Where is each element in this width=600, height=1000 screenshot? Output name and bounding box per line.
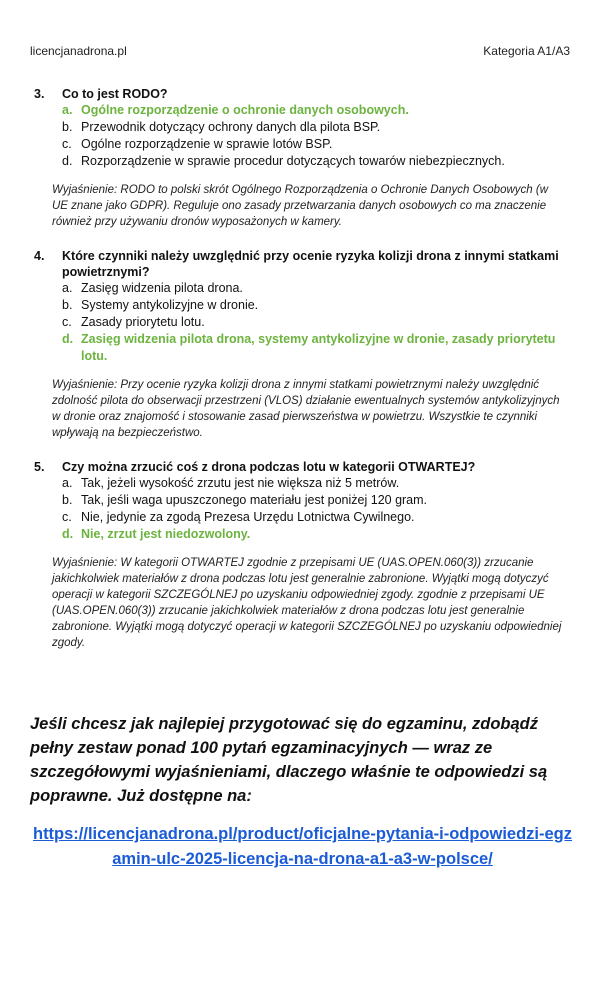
- question-number: 5.: [34, 460, 45, 474]
- question-number: 4.: [34, 249, 45, 263]
- answer-option-correct: [62, 526, 574, 543]
- answer-option: [62, 509, 574, 526]
- answer-option: [62, 314, 574, 331]
- answer-list: [62, 102, 574, 170]
- answer-option-correct: [62, 102, 574, 119]
- answer-letter: b.: [62, 493, 73, 507]
- answer-text: Zasady priorytetu lotu.: [81, 315, 205, 329]
- answer-text: Tak, jeżeli wysokość zrzutu jest nie większa niż 5 metrów.: [81, 476, 400, 490]
- answer-text: Ogólne rozporządzenie o ochronie danych osobowych.: [81, 103, 409, 117]
- answer-letter: c.: [62, 510, 72, 524]
- answer-text: Zasięg widzenia pilota drona, systemy antykolizyjne w dronie, zasady priorytetu lotu.: [81, 332, 556, 363]
- answer-option-correct: [62, 331, 574, 365]
- answer-text: Zasięg widzenia pilota drona.: [81, 281, 243, 295]
- product-link[interactable]: https://licencjanadrona.pl/product/oficjalne-pytania-i-odpowiedzi-egzamin-ulc-2025-licencja-na-drona-a1-a3-w-polsce/: [32, 825, 573, 868]
- explanation-text: Wyjaśnienie: W kategorii OTWARTEJ zgodnie z przepisami UE (UAS.OPEN.060(3)) zrzucanie jakichkolwiek materiałów z drona podczas lotu jest generalnie zabronione. Wyjątki mogą dotyczyć operacji w kategorii SZCZEGÓLNEJ po uzyskaniu odpowiedniej zgody. zgodnie z przepisami UE (UAS.OPEN.060(3)) zrzucanie jakichkolwiek materiałów z drona podczas lotu jest generalnie zabronione. Wyjątki mogą dotyczyć operacji w kategorii SZCZEGÓLNEJ po uzyskaniu odpowiedniej zgody.: [52, 557, 562, 649]
- answer-text: Nie, zrzut jest niedozwolony.: [81, 527, 251, 541]
- question-title: Co to jest RODO?: [62, 87, 168, 101]
- questions-list: [34, 86, 574, 669]
- answer-list: [62, 475, 574, 543]
- promo-text: Jeśli chcesz jak najlepiej przygotować się do egzaminu, zdobądź pełny zestaw ponad 100 pytań egzaminacyjnych — wraz ze szczegółowymi wyjaśnieniami, dlaczego właśnie te odpowiedzi są poprawne. Już dostępne na:: [30, 715, 548, 805]
- answer-letter: a.: [62, 103, 73, 117]
- answer-option: [62, 280, 574, 297]
- answer-text: Ogólne rozporządzenie w sprawie lotów BSP.: [81, 137, 333, 151]
- explanation-text: Wyjaśnienie: RODO to polski skrót Ogólnego Rozporządzenia o Ochronie Danych Osobowych (w UE znane jako GDPR). Reguluje ono zasady przetwarzania danych osobowych co ma znaczenie również przy używaniu dronów wyposażonych w kamery.: [52, 184, 548, 228]
- answer-text: Przewodnik dotyczący ochrony danych dla pilota BSP.: [81, 120, 381, 134]
- answer-option: [62, 492, 574, 509]
- question-title: Które czynniki należy uwzględnić przy ocenie ryzyka kolizji drona z innymi statkami powietrznymi?: [62, 249, 559, 279]
- answer-letter: c.: [62, 315, 72, 329]
- category-label: Kategoria A1/A3: [483, 44, 570, 58]
- answer-text: Nie, jedynie za zgodą Prezesa Urzędu Lotnictwa Cywilnego.: [81, 510, 415, 524]
- question-3: [34, 86, 574, 230]
- answer-text: Tak, jeśli waga upuszczonego materiału jest poniżej 120 gram.: [81, 493, 428, 507]
- question-5: [34, 459, 574, 651]
- answer-text: Rozporządzenie w sprawie procedur dotyczących towarów niebezpiecznych.: [81, 154, 505, 168]
- answer-letter: d.: [62, 527, 74, 541]
- answer-letter: b.: [62, 298, 73, 312]
- answer-letter: d.: [62, 154, 73, 168]
- question-title: Czy można zrzucić coś z drona podczas lotu w kategorii OTWARTEJ?: [62, 460, 476, 474]
- answer-letter: c.: [62, 137, 72, 151]
- answer-option: [62, 153, 574, 170]
- answer-letter: d.: [62, 332, 74, 346]
- answer-letter: a.: [62, 281, 73, 295]
- question-number: 3.: [34, 87, 45, 101]
- answer-option: [62, 136, 574, 153]
- page-header: [30, 44, 570, 60]
- answer-letter: a.: [62, 476, 73, 490]
- answer-list: [62, 280, 574, 365]
- answer-letter: b.: [62, 120, 73, 134]
- answer-option: [62, 119, 574, 136]
- answer-option: [62, 297, 574, 314]
- answer-text: Systemy antykolizyjne w dronie.: [81, 298, 259, 312]
- answer-option: [62, 475, 574, 492]
- explanation-text: Wyjaśnienie: Przy ocenie ryzyka kolizji drona z innymi statkami powietrznymi należy uwzględnić zdolność pilota do obserwacji przestrzeni (VLOS) działanie ewentualnych systemów antykolizyjnych w dronie oraz znajomość i stosowanie zasad pierwszeństwa w powietrzu. Wszystkie te czynniki wpływają na bezpieczeństwo.: [52, 379, 560, 439]
- site-name: licencjanadrona.pl: [30, 44, 127, 58]
- question-4: [34, 248, 574, 441]
